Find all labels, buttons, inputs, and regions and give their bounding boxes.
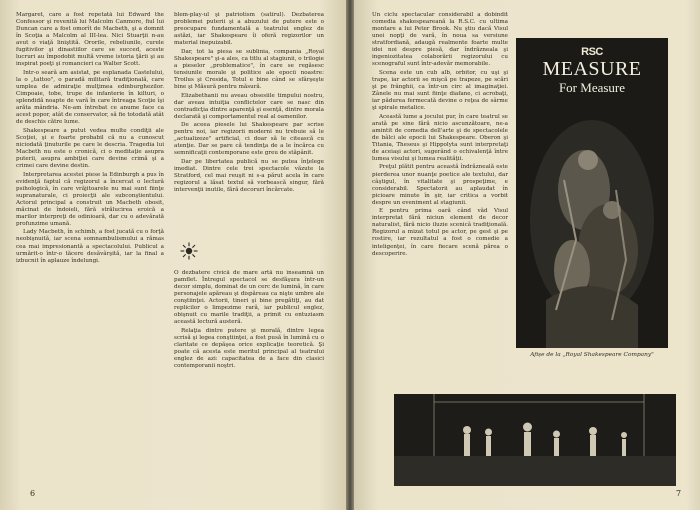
rsc-poster xyxy=(516,38,668,348)
left-page-column-2-bottom xyxy=(174,270,324,482)
right-page xyxy=(354,0,700,510)
paragraph: Un ciclu spectacular considerabil a dobîndit comedia shakespeareană la R.S.C. cu ultima montare a lui Peter Brook. Nu ştiu dacă Visul unei nopţi de vară, în noua sa versiune stratfordiană, adaugă realmente foarte multe idei noi despre piesă, dar îndrăzneala şi ingeniozitatea colaborării regizorului cu scenograful sunt într-adevăr memorabile. xyxy=(372,12,508,68)
paragraph: Elizabethanii nu aveau obsesiile timpului nostru, dar aveau intuiţia conflictelor care se nasc din contradicţia dintre aparenţă şi esenţă, dintre morala declarată şi comportamentul real al oamenilor. xyxy=(174,92,324,120)
page-number-right: 7 xyxy=(676,489,682,498)
right-page-column-1 xyxy=(372,12,508,384)
book-gutter xyxy=(346,0,354,510)
paragraph: Interpretarea acestei piese la Edinburgh a pus în evidenţă faptul că regizorul a încercat o lectură psihologică, în care vrăjitoarele nu mai sunt fiinţe supranaturale, ci proiecţii ale subconştientului. Actorul principal a construit un Macbeth obosit, măcinat de îndoieli, fără strălucirea eroică a marilor interpreţi de odinioară, dar cu o adevărată profunzime umană. xyxy=(16,171,164,227)
paragraph: Această lume a jocului pur, în care teatrul se arată pe sine fără nicio ascunzătoare, ne-a amintit de comedia dell'arte şi de spectacolele de bâlci ale epocii lui Shakespeare. Oberon şi Titania, Theseus şi Hippolyta sunt interpretaţi de aceiaşi actori, sugerând o echivalenţă între lumea visului şi lumea realităţii. xyxy=(372,113,508,162)
paragraph: E pentru prima oară când văd Visul interpretat fără niciun element de decor naturalist, fără nicio iluzie scenică tradiţională. Regizorul a mizat totul pe actor, pe gest şi pe rostire, iar rezultatul a fost o comedie a inteligenţei, în care fiecare scenă părea o descoperire. xyxy=(372,208,508,257)
ornament-sun-icon xyxy=(180,242,198,260)
poster-subtitle: For Measure xyxy=(558,80,626,95)
paragraph: O dezbatere civică de mare artă nu înseamnă un pamflet. Întregul spectacol se desfăşura într-un decor simplu, dominat de un cerc de lumină, în care personajele apăreau şi dispăreau ca nişte umbre ale conştiinţei. Actorii, tineri şi bine pregătiţi, au dat replicilor o limpezime rară, iar publicul englez, obişnuit cu marile tradiţii, a primit cu entuziasm această lectură austeră. xyxy=(174,270,324,326)
paragraph: Scena este un cub alb, orbitor, cu uşi şi trape, iar actorii se mişcă pe trapeze, pe scări şi pe frânghii, ca într-un circ al imaginaţiei. Zânele nu mai sunt fiinţe diafane, ci acrobaţi, iar pădurea fermecată devine o reţea de sârme şi spirale metalice. xyxy=(372,69,508,112)
page-number-left: 6 xyxy=(30,489,36,498)
paragraph: blem-play-ul şi patriotism (satirul). Dezbaterea problemei puterii şi a abuzului de putere este o preocupare fundamentală a teatrului englez de astăzi, iar Shakespeare îi oferă regizorilor un material inepuizabil. xyxy=(174,12,324,47)
paragraph: De aceea piesele lui Shakespeare par scrise pentru noi, iar regizorii moderni nu trebuie să le „actualizeze" artificial, ci doar să le citească cu atenţie. Dar se pare că tendinţa de a le încărca cu semnificaţii contemporane este greu de stăpânit. xyxy=(174,122,324,157)
left-page-column-2-top xyxy=(174,12,324,236)
paragraph: Relaţia dintre putere şi morală, dintre legea scrisă şi legea conştiinţei, a fost pusă în lumină cu o claritate ce depăşea orice explicaţie teoretică. Şi poate că acesta este meritul principal al teatrului englez de azi: capacitatea de a face din clasici contemporanii noştri. xyxy=(174,327,324,370)
paragraph: Lady Macbeth, în schimb, a fost jucată cu o forţă neobişnuită, iar scena somnambulismului a rămas cea mai impresionantă a spectacolului. Publicul a urmărit-o într-o tăcere desăvârşită, iar la final a izbucnit în aplauze îndelungi. xyxy=(16,229,164,264)
poster-logo: RSC xyxy=(581,46,603,58)
poster-scene-image xyxy=(516,100,668,348)
poster-caption: Afișe de la „Royal Shakespeare Company" xyxy=(530,352,654,358)
left-page-column-1 xyxy=(16,12,164,482)
left-page xyxy=(0,0,346,510)
paragraph: Shakespeare a putut vedea multe condiţii ale Scoţiei, şi e foarte probabil că nu a cunoscut niciodată ţinuturile pe care le descria. Tragedia lui Macbeth nu este o cronică, ci o meditaţie asupra puterii, asupra ambiţiei care devine crimă şi a crimei care devine destin. xyxy=(16,127,164,169)
poster-title: MEASURE xyxy=(542,58,642,80)
paragraph: Dar, tot la piesa se sublinia, compania „Royal Shakespeare" şi-a ales, ca titlu al stagiunii, o trilogie a pieselor „problematice", în care se regăsesc tensiunile morale şi politice ale epocii noastre: Troilus şi Cresida, Totul e bine când se sfârşeşte bine şi Măsură pentru măsură. xyxy=(174,48,324,90)
stage-photo xyxy=(394,394,676,486)
paragraph: Preţul plătit pentru această îndrăzneală este pierderea unor nuanţe poetice ale textului, dar câştigul, în vitalitate şi prospeţime, e considerabil. Spectatorii au aplaudat în picioare minute în şir, iar critica a vorbit despre un eveniment al stagiunii. xyxy=(372,164,508,206)
paragraph: Dar pe libertatea publică nu se putea înţelege imediat. Dintre cele trei spectacole văzute la Stratford, cel mai reuşit ni s-a părut acela în care regizorul a lăsat textul să vorbească singur, fără intervenţii inutile, fără decoruri încărcate. xyxy=(174,158,324,194)
paragraph: Intr-o seară am asistat, pe esplanada Castelului, la o „tattoo", o paradă militară tradiţională, care umplea de admiraţie mulţimea edinburghezilor. Cimpoaie, tobe, trupe de infanterie în kilturi, o splendidă noapte de vară în care întreaga Scoţie îşi arăta mândria. Ne-am întrebat ce anume face ca acest popor, atât de conservator, să fie totodată atât de deschis către lume. xyxy=(16,69,164,126)
paragraph: Margaret, care a fost repetată lui Edward the Confessor şi revenită lui Malcolm Canmore, fiul lui Duncan care a fost omorît de Macbeth, şi a domnit în Scoţia a Malcolm al III-lea. Nici Stuarţii n-au avut o viaţă liniştită. Ororile, rebeliunile, curele fugitivilor şi dinastiilor care se succed, aceste lucruri au împodobit multă vreme istoria ţării şi au inspirat poeţi şi romancieri ca Walter Scott. xyxy=(16,12,164,68)
